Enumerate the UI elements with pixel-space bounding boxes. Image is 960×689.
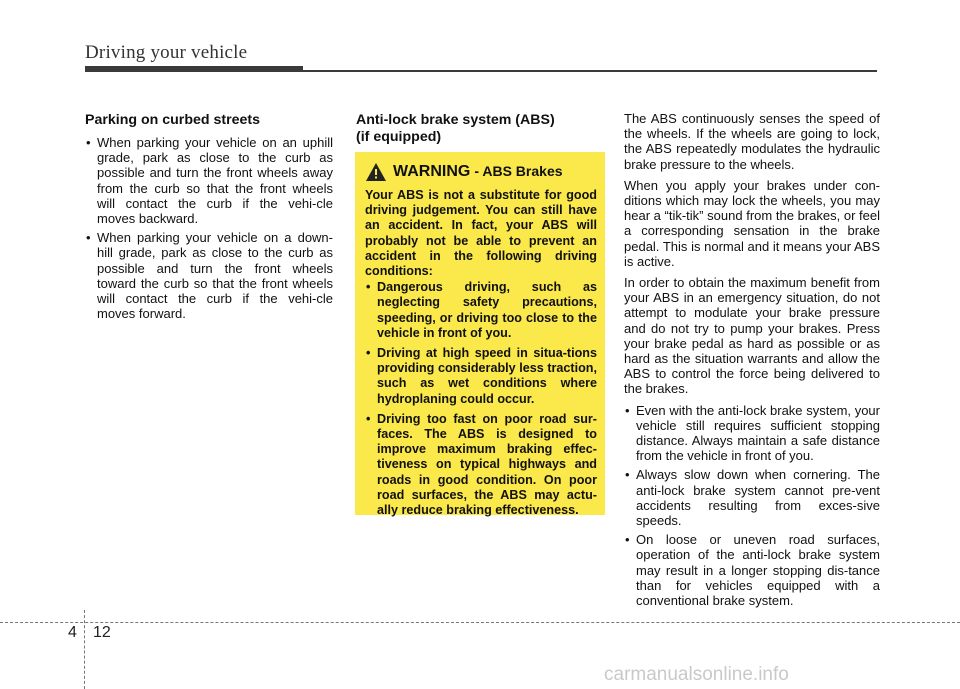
parking-section xyxy=(85,112,333,325)
header-accent-bar xyxy=(85,66,303,72)
abs-body xyxy=(624,111,880,612)
abs-bullet: • Even with the anti-lock brake system, your vehicle still requires sufficient stopping distance. Always maintain a safe distance from the vehicle in front of you. xyxy=(624,403,880,464)
footer-rule xyxy=(0,622,960,623)
section-header-title: Driving your vehicle xyxy=(85,42,248,63)
abs-paragraph: In order to obtain the maximum benefit from your ABS in an emergency situation, do not attempt to modulate your brake pressure and do not try to pump your brakes. Press your brake pedal as hard as possible or as hard as the situation warrants and allow the ABS to control the force being delivered to the brakes. xyxy=(624,275,880,397)
parking-bullet: • When parking your vehicle on an uphill grade, park as close to the curb as possible and turn the front wheels away from the curb so that the front wheels will contact the curb if the vehi-cle moves backward. xyxy=(85,135,333,226)
warning-bullet: • Dangerous driving, such as neglecting safety precautions, speeding, or driving too close to the vehicle in front of you. xyxy=(365,280,597,341)
abs-section xyxy=(356,112,606,146)
abs-bullet: • Always slow down when cornering. The anti-lock brake system cannot pre-vent accidents resulting from exces-sive speeds. xyxy=(624,467,880,528)
warning-box xyxy=(355,152,605,518)
warning-bullet: • Driving too fast on poor road sur-faces. The ABS is designed to improve maximum braking effec-tiveness on typical highways and roads in good condition. On poor road surfaces, the ABS may actu-ally reduce braking effectiveness. xyxy=(365,412,597,518)
header-rule xyxy=(303,70,877,72)
parking-bullet: • When parking your vehicle on a down-hill grade, park as close to the curb as possible and turn the front wheels toward the curb so that the front wheels will contact the curb if the vehi-cle moves forward. xyxy=(85,230,333,321)
footer-divider xyxy=(84,610,85,689)
parking-list xyxy=(85,135,333,321)
abs-paragraph: When you apply your brakes under con-ditions which may lock the wheels, you may hear a “tik-tik” sound from the brakes, or feel a corresponding sensation in the brake pedal. This is normal and it means your ABS is active. xyxy=(624,177,880,269)
warning-title: WARNING xyxy=(393,163,471,181)
warning-triangle-icon xyxy=(365,162,387,182)
chapter-number: 4 xyxy=(68,624,77,641)
abs-heading-line1: Anti-lock brake system (ABS) xyxy=(356,112,555,128)
page-number: 12 xyxy=(93,624,111,641)
warning-bullet: • Driving at high speed in situa-tions providing considerably less traction, such as wet conditions where hydroplaning could occur. xyxy=(365,346,597,407)
abs-heading-line2: (if equipped) xyxy=(356,129,442,145)
warning-intro: Your ABS is not a substitute for good driving judgement. You can still have an accident. In fact, your ABS will probably not be able to prevent an accident in the following driving conditions: xyxy=(365,188,597,279)
abs-list xyxy=(624,403,880,609)
warning-list xyxy=(365,280,597,518)
abs-bullet: • On loose or uneven road surfaces, operation of the anti-lock brake system may result in a longer stopping dis-tance than for vehicles equipped with a conventional brake system. xyxy=(624,532,880,608)
warning-subtitle: - ABS Brakes xyxy=(474,163,563,180)
warning-header xyxy=(365,162,597,182)
abs-paragraph: The ABS continuously senses the speed of the wheels. If the wheels are going to lock, the ABS repeatedly modulates the hydraulic brake pressure to the wheels. xyxy=(624,111,880,172)
parking-heading: Parking on curbed streets xyxy=(85,112,261,128)
watermark: carmanualsonline.info xyxy=(604,664,789,685)
